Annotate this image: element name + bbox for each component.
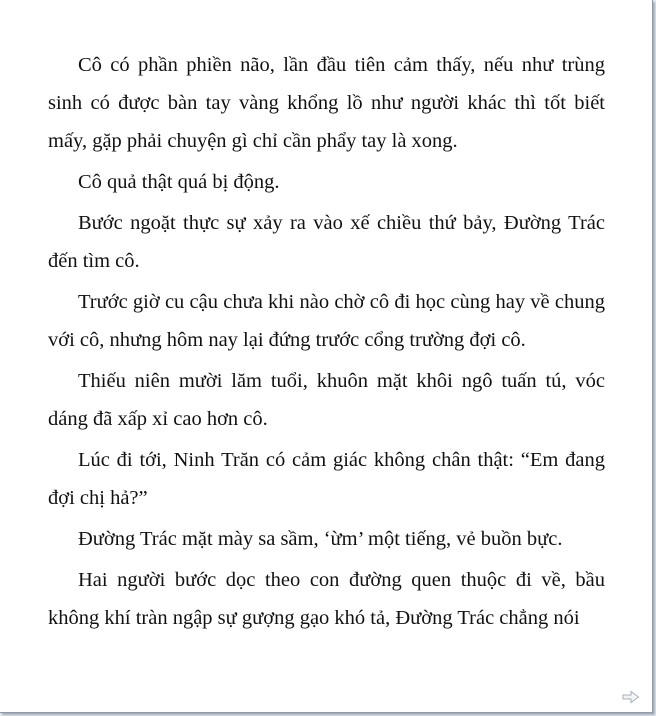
paragraph-5: Thiếu niên mười lăm tuổi, khuôn mặt khôi ngô tuấn tú, vóc dáng đã xấp xỉ cao hơn cô. xyxy=(48,370,605,430)
paragraph-6: Lúc đi tới, Ninh Trăn có cảm giác không chân thật: “Em đang đợi chị hả?” xyxy=(48,449,605,509)
paragraph-7: Đường Trác mặt mày sa sầm, ‘ừm’ một tiếng, vẻ buồn bực. xyxy=(78,528,563,550)
document-body xyxy=(48,46,605,641)
paragraph-8: Hai người bước dọc theo con đường quen thuộc đi về, bầu không khí tràn ngập sự gượng gạo khó tả, Đường Trác chẳng nói xyxy=(48,569,605,629)
paragraph-1: Cô có phần phiền não, lần đầu tiên cảm thấy, nếu như trùng sinh có được bàn tay vàng khổng lồ như người khác thì tốt biết mấy, gặp phải chuyện gì chỉ cần phẩy tay là xong. xyxy=(48,54,605,152)
paragraph-4: Trước giờ cu cậu chưa khi nào chờ cô đi học cùng hay về chung với cô, nhưng hôm nay lại đứng trước cổng trường đợi cô. xyxy=(48,291,605,351)
paragraph-3: Bước ngoặt thực sự xảy ra vào xế chiều thứ bảy, Đường Trác đến tìm cô. xyxy=(48,212,605,272)
next-page-arrow-icon[interactable] xyxy=(622,690,640,704)
paragraph-2: Cô quả thật quá bị động. xyxy=(78,171,280,193)
